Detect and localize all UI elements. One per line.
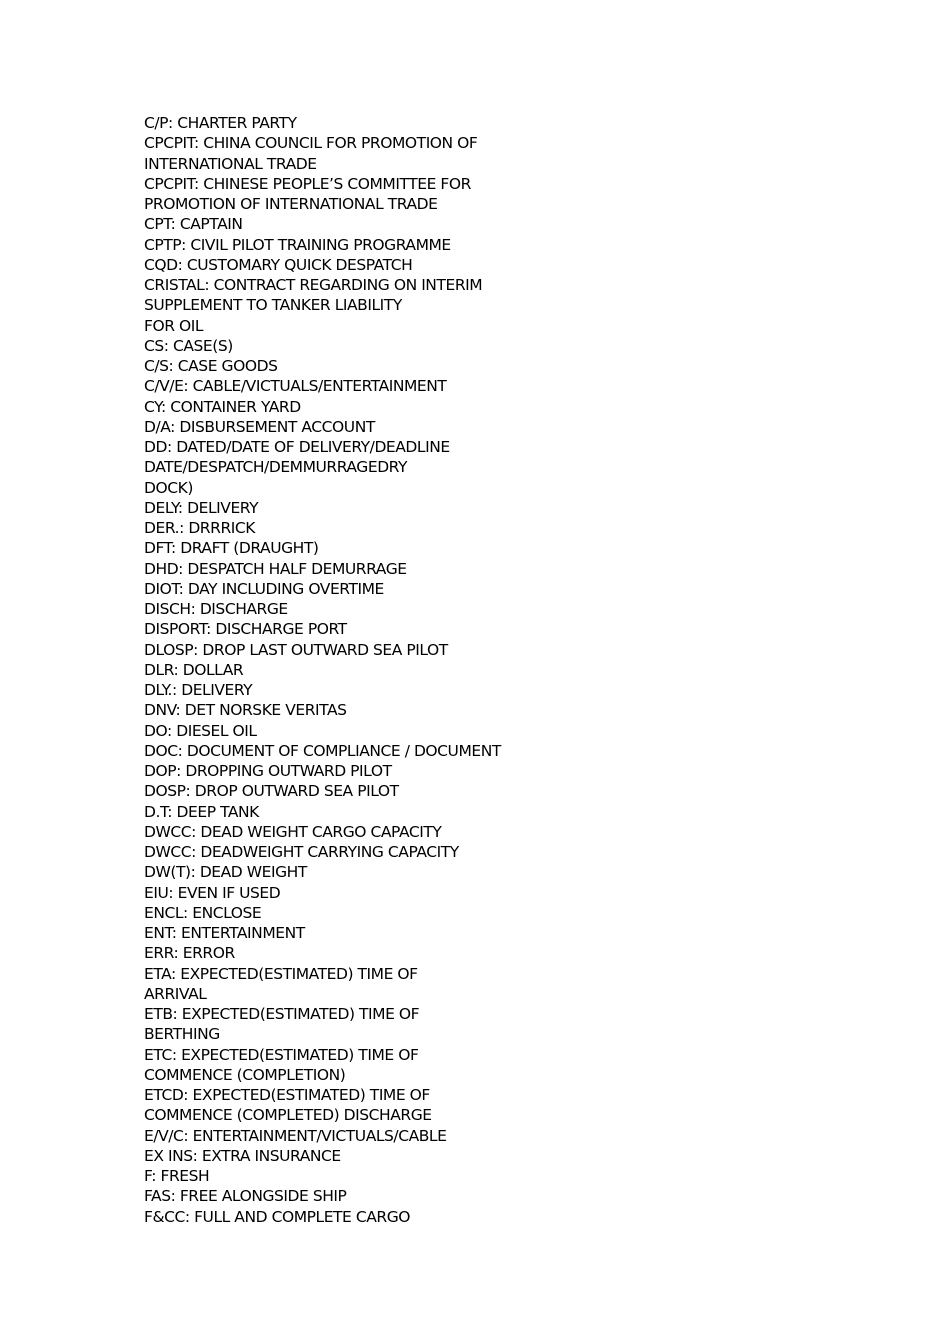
- text-line: ETC: EXPECTED(ESTIMATED) TIME OF: [144, 1045, 419, 1064]
- text-line: C/V/E: CABLE/VICTUALS/ENTERTAINMENT: [144, 377, 447, 396]
- text-line: DHD: DESPATCH HALF DEMURRAGE: [144, 559, 407, 578]
- text-line: FOR OIL: [144, 316, 204, 335]
- text-line: F: FRESH: [144, 1167, 210, 1185]
- text-line: C/P: CHARTER PARTY: [144, 114, 297, 132]
- text-line: DELY: DELIVERY: [144, 498, 259, 517]
- abbreviation-list: [144, 113, 564, 1227]
- text-line: CY: CONTAINER YARD: [144, 397, 301, 416]
- text-line: FAS: FREE ALONGSIDE SHIP: [144, 1187, 347, 1206]
- text-line: DO: DIESEL OIL: [144, 721, 257, 740]
- text-line: E/V/C: ENTERTAINMENT/VICTUALS/CABLE: [144, 1126, 447, 1145]
- text-line: DATE/DESPATCH/DEMMURRAGEDRY: [144, 458, 408, 477]
- text-line: C/S: CASE GOODS: [144, 357, 278, 375]
- text-line: EX INS: EXTRA INSURANCE: [144, 1146, 341, 1165]
- text-line: ARRIVAL: [144, 984, 207, 1003]
- text-line: CS: CASE(S): [144, 336, 233, 355]
- text-line: DOSP: DROP OUTWARD SEA PILOT: [144, 782, 399, 801]
- text-line: CPTP: CIVIL PILOT TRAINING PROGRAMME: [144, 235, 451, 254]
- text-line: ENT: ENTERTAINMENT: [144, 924, 305, 942]
- text-line: CPT: CAPTAIN: [144, 215, 243, 234]
- text-line: COMMENCE (COMPLETION): [144, 1065, 346, 1084]
- text-line: ETCD: EXPECTED(ESTIMATED) TIME OF: [144, 1086, 430, 1104]
- text-line: COMMENCE (COMPLETED) DISCHARGE: [144, 1106, 432, 1125]
- text-line: DWCC: DEAD WEIGHT CARGO CAPACITY: [144, 822, 442, 841]
- text-line: DER.: DRRRICK: [144, 519, 255, 537]
- text-line: DLR: DOLLAR: [144, 660, 244, 679]
- text-line: ENCL: ENCLOSE: [144, 903, 262, 922]
- text-line: ERR: ERROR: [144, 944, 235, 963]
- text-line: CPCPIT: CHINA COUNCIL FOR PROMOTION OF: [144, 134, 478, 153]
- text-line: SUPPLEMENT TO TANKER LIABILITY: [144, 296, 402, 315]
- text-line: DISPORT: DISCHARGE PORT: [144, 620, 347, 639]
- text-line: CQD: CUSTOMARY QUICK DESPATCH: [144, 255, 413, 274]
- text-line: DW(T): DEAD WEIGHT: [144, 863, 307, 882]
- text-line: CRISTAL: CONTRACT REGARDING ON INTERIM: [144, 276, 483, 294]
- text-line: PROMOTION OF INTERNATIONAL TRADE: [144, 195, 438, 213]
- text-line: D/A: DISBURSEMENT ACCOUNT: [144, 417, 375, 436]
- text-line: DLY.: DELIVERY: [144, 681, 253, 699]
- text-line: ETA: EXPECTED(ESTIMATED) TIME OF: [144, 964, 418, 983]
- text-line: DISCH: DISCHARGE: [144, 600, 288, 618]
- text-line: DOCK): [144, 478, 193, 497]
- text-line: F&CC: FULL AND COMPLETE CARGO: [144, 1207, 411, 1226]
- text-line: DD: DATED/DATE OF DELIVERY/DEADLINE: [144, 438, 450, 456]
- text-line: DWCC: DEADWEIGHT CARRYING CAPACITY: [144, 843, 459, 861]
- text-line: DOP: DROPPING OUTWARD PILOT: [144, 762, 392, 780]
- text-line: CPCPIT: CHINESE PEOPLE’S COMMITTEE FOR: [144, 174, 471, 193]
- text-line: D.T: DEEP TANK: [144, 802, 259, 821]
- text-line: DOC: DOCUMENT OF COMPLIANCE / DOCUMENT: [144, 741, 501, 760]
- text-line: ETB: EXPECTED(ESTIMATED) TIME OF: [144, 1005, 420, 1023]
- text-line: DFT: DRAFT (DRAUGHT): [144, 539, 319, 558]
- text-line: INTERNATIONAL TRADE: [144, 154, 317, 173]
- text-line: DLOSP: DROP LAST OUTWARD SEA PILOT: [144, 640, 448, 659]
- text-line: BERTHING: [144, 1025, 220, 1044]
- text-line: DIOT: DAY INCLUDING OVERTIME: [144, 579, 384, 598]
- text-line: EIU: EVEN IF USED: [144, 883, 281, 902]
- text-line: DNV: DET NORSKE VERITAS: [144, 701, 347, 720]
